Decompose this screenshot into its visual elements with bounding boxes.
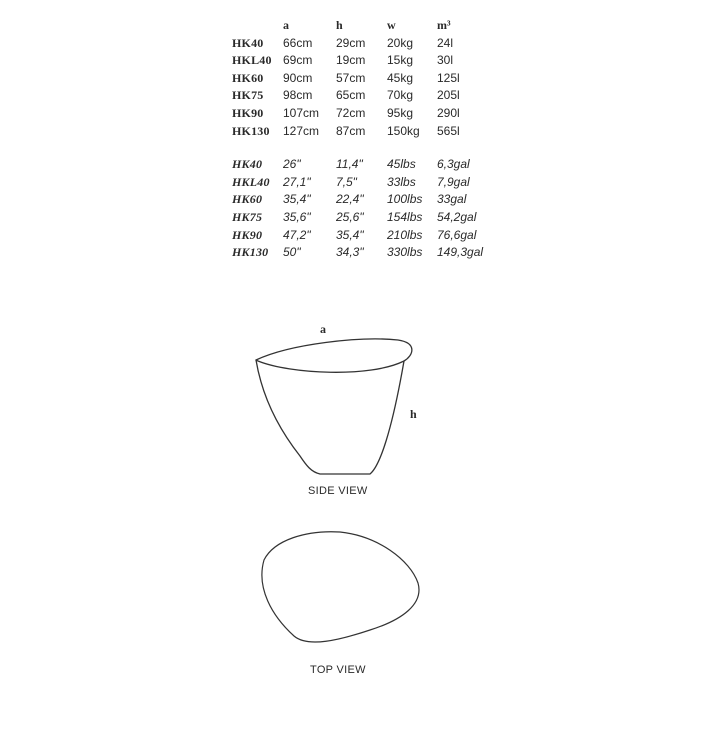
w-cell: 45lbs (387, 157, 416, 172)
w-cell: 70kg (387, 88, 414, 103)
h-cell: 22,4" (336, 192, 364, 207)
model-cell: HK40 (232, 157, 263, 172)
volume-cell: 33gal (437, 192, 467, 207)
volume-cell: 54,2gal (437, 209, 477, 224)
a-cell: 27,1" (283, 174, 311, 189)
a-cell: 35,6" (283, 209, 311, 224)
h-cell: 87cm (336, 123, 366, 138)
h-cell: 35,4" (336, 227, 364, 242)
w-cell: 45kg (387, 70, 414, 85)
w-cell: 154lbs (387, 209, 423, 224)
volume-cell: 565l (437, 123, 460, 138)
model-cell: HK75 (232, 209, 263, 224)
h-cell: 57cm (336, 70, 366, 85)
side-view-rim (256, 339, 412, 372)
dimension-a-label: a (320, 322, 326, 336)
column-header-volume: m³ (437, 18, 451, 32)
a-cell: 69cm (283, 53, 313, 68)
top-view-caption: TOP VIEW (310, 664, 366, 676)
model-cell: HK60 (232, 192, 263, 207)
a-cell: 50" (283, 245, 301, 260)
column-header-w: w (387, 18, 396, 32)
volume-cell: 76,6gal (437, 227, 477, 242)
volume-cell: 125l (437, 70, 460, 85)
h-cell: 19cm (336, 53, 366, 68)
model-cell: HK90 (232, 105, 264, 120)
a-cell: 26" (283, 157, 301, 172)
h-cell: 72cm (336, 105, 366, 120)
h-cell: 65cm (336, 88, 366, 103)
volume-cell: 6,3gal (437, 157, 470, 172)
w-cell: 15kg (387, 53, 414, 68)
volume-cell: 205l (437, 88, 460, 103)
a-cell: 66cm (283, 35, 313, 50)
volume-cell: 7,9gal (437, 174, 470, 189)
column-header-h: h (336, 18, 343, 32)
a-cell: 107cm (283, 105, 320, 120)
side-view-body (256, 360, 404, 474)
h-cell: 7,5" (336, 174, 357, 189)
h-cell: 25,6" (336, 209, 364, 224)
model-cell: HK130 (232, 245, 269, 260)
model-cell: HK75 (232, 88, 264, 103)
a-cell: 47,2" (283, 227, 311, 242)
h-cell: 34,3" (336, 245, 364, 260)
w-cell: 20kg (387, 35, 414, 50)
volume-cell: 290l (437, 105, 460, 120)
side-view-drawing (256, 339, 412, 474)
model-cell: HK90 (232, 227, 263, 242)
model-cell: HKL40 (232, 174, 270, 189)
w-cell: 33lbs (387, 174, 416, 189)
model-cell: HK60 (232, 70, 264, 85)
volume-cell: 30l (437, 53, 454, 68)
w-cell: 95kg (387, 105, 414, 120)
volume-cell: 24l (437, 35, 454, 50)
top-view-drawing (262, 532, 419, 642)
side-view-caption: SIDE VIEW (308, 485, 368, 497)
model-cell: HK130 (232, 123, 270, 138)
h-cell: 29cm (336, 35, 366, 50)
model-cell: HKL40 (232, 53, 272, 68)
w-cell: 150kg (387, 123, 420, 138)
a-cell: 90cm (283, 70, 313, 85)
model-cell: HK40 (232, 35, 264, 50)
volume-cell: 149,3gal (437, 245, 484, 260)
w-cell: 210lbs (387, 227, 423, 242)
column-header-a: a (283, 18, 289, 32)
w-cell: 100lbs (387, 192, 423, 207)
dimension-h-label: h (410, 407, 417, 421)
a-cell: 35,4" (283, 192, 311, 207)
a-cell: 98cm (283, 88, 313, 103)
h-cell: 11,4" (336, 157, 363, 172)
w-cell: 330lbs (387, 245, 423, 260)
a-cell: 127cm (283, 123, 320, 138)
